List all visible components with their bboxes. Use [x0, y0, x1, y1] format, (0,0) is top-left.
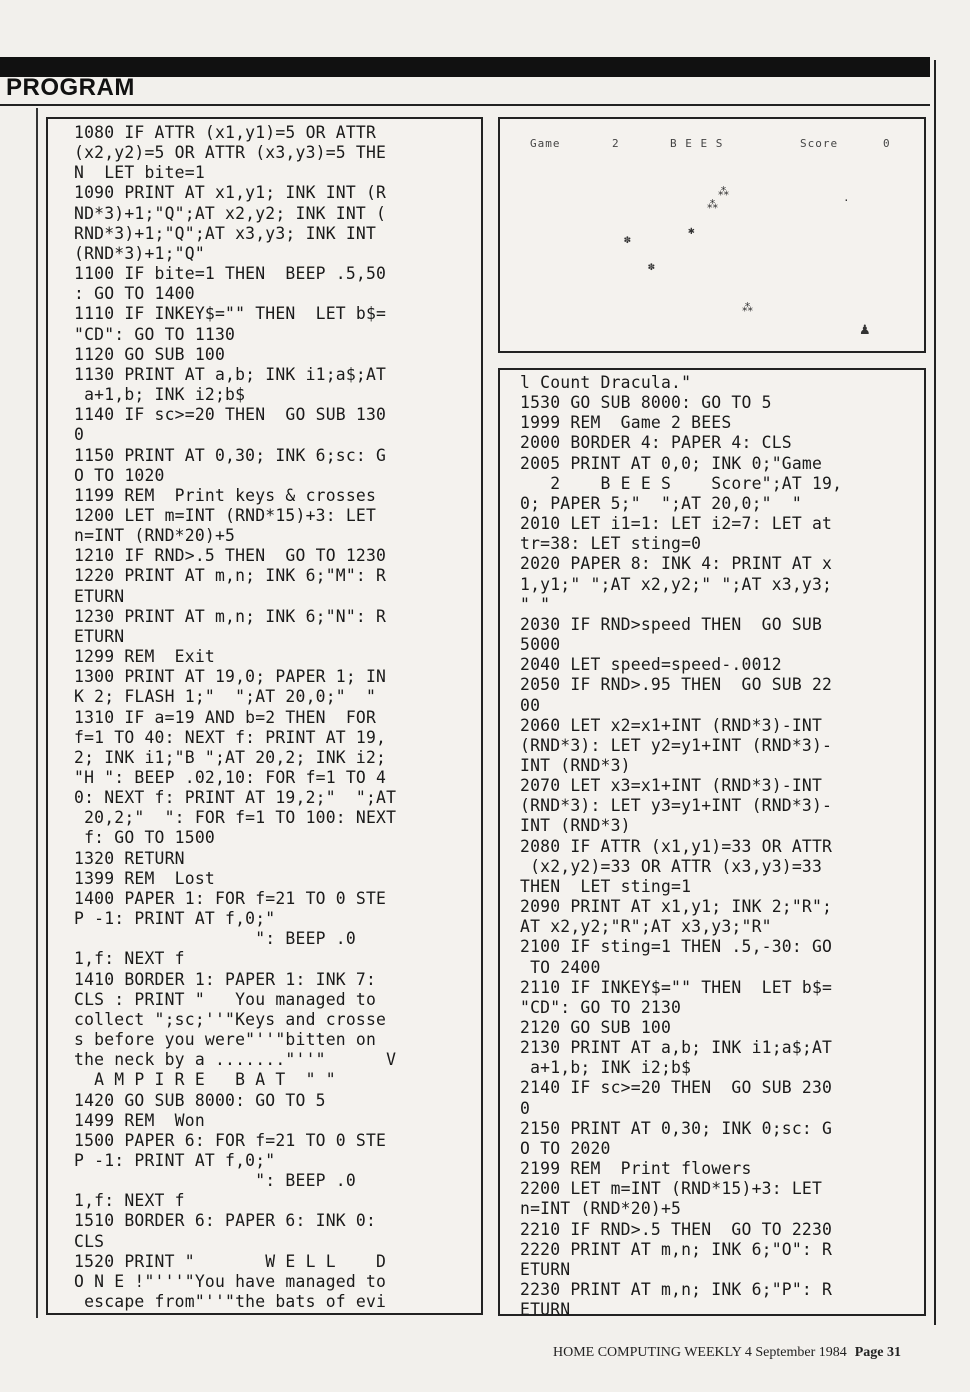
code-line: 1300 PRINT AT 19,0; PAPER 1; IN [74, 667, 387, 687]
code-line: THEN LET sting=1 [520, 876, 692, 896]
publication-line: HOME COMPUTING WEEKLY 4 September 1984 [553, 1345, 847, 1360]
code-line: (x2,y2)=5 OR ATTR (x3,y3)=5 THE [74, 143, 387, 163]
code-line: 2100 IF sting=1 THEN .5,-30: GO [520, 937, 833, 957]
code-line: 2210 IF RND>.5 THEN GO TO 2230 [520, 1219, 833, 1239]
code-line: ND*3)+1;"Q";AT x2,y2; INK INT ( [74, 203, 387, 223]
code-line: 1999 REM Game 2 BEES [520, 413, 732, 433]
code-line: 1100 IF bite=1 THEN BEEP .5,50 [74, 264, 387, 284]
game-screenshot [498, 117, 926, 353]
code-line: 2220 PRINT AT m,n; INK 6;"O": R [520, 1239, 833, 1259]
code-line: 2230 PRINT AT m,n; INK 6;"P": R [520, 1280, 833, 1300]
code-line: collect ";sc;''"Keys and crosse [74, 1009, 387, 1029]
code-line: 1,y1;" ";AT x2,y2;" ";AT x3,y3; [520, 574, 833, 594]
code-line: 1,f: NEXT f [74, 1191, 185, 1211]
listing-right-code [520, 373, 842, 1320]
code-line: 2080 IF ATTR (x1,y1)=33 OR ATTR [520, 836, 833, 856]
code-line: ": BEEP .0 [74, 1171, 356, 1191]
code-line: 20,2;" ": FOR f=1 TO 100: NEXT [74, 808, 397, 828]
flower-sprite-icon: ✽ [648, 260, 655, 273]
code-line: 1140 IF sc>=20 THEN GO SUB 130 [74, 405, 387, 425]
code-line: 2005 PRINT AT 0,0; INK 0;"Game [520, 453, 823, 473]
code-line: 1400 PAPER 1: FOR f=21 TO 0 STE [74, 888, 387, 908]
code-line: (RND*3): LET y2=y1+INT (RND*3)- [520, 735, 833, 755]
code-line: 1080 IF ATTR (x1,y1)=5 OR ATTR [74, 123, 377, 142]
code-line: RND*3)+1;"Q";AT x3,y3; INK INT [74, 223, 377, 243]
code-line: 1320 RETURN [74, 848, 185, 868]
code-line: tr=38: LET sting=0 [520, 534, 702, 554]
code-line: 1499 REM Won [74, 1110, 205, 1130]
code-line: 2060 LET x2=x1+INT (RND*3)-INT [520, 715, 823, 735]
code-line: 0; PAPER 5;" ";AT 20,0;" " [520, 493, 802, 513]
code-line: CLS [74, 1231, 105, 1251]
code-line: 2040 LET speed=speed-.0012 [520, 655, 782, 675]
code-line: N LET bite=1 [74, 163, 205, 183]
code-line: a+1,b; INK i2;b$ [74, 385, 246, 405]
code-line: the neck by a ......."''" V [74, 1050, 397, 1070]
code-line: 2150 PRINT AT 0,30; INK 0;sc: G [520, 1118, 833, 1138]
code-line: f: GO TO 1500 [74, 828, 215, 848]
code-line: P -1: PRINT AT f,0;" [74, 909, 276, 929]
code-line: ETURN [520, 1300, 571, 1320]
code-line: 1090 PRINT AT x1,y1; INK INT (R [74, 183, 387, 203]
code-line: 1530 GO SUB 8000: GO TO 5 [520, 393, 772, 413]
page-footer [553, 1345, 901, 1361]
code-line: " " [520, 594, 551, 614]
code-line: 0: NEXT f: PRINT AT 19,2;" ";AT [74, 788, 397, 808]
code-line: 2010 LET i1=1: LET i2=7: LET at [520, 514, 833, 534]
code-line: "CD": GO TO 1130 [74, 324, 236, 344]
code-line: 0 [520, 1098, 531, 1118]
listing-left-box [46, 117, 483, 1315]
bee-sprite-icon: ⁂ [742, 301, 753, 314]
game-number: 2 [612, 137, 620, 150]
code-line: 1399 REM Lost [74, 868, 215, 888]
code-line: 1510 BORDER 6: PAPER 6: INK 0: [74, 1211, 377, 1231]
code-line: 1410 BORDER 1: PAPER 1: INK 7: [74, 969, 377, 989]
player-sprite-icon: ♟ [860, 319, 870, 338]
code-line: 2030 IF RND>speed THEN GO SUB [520, 614, 823, 634]
code-line: 1199 REM Print keys & crosses [74, 485, 377, 505]
code-line: 0 [74, 425, 85, 445]
code-line: 2199 REM Print flowers [520, 1159, 752, 1179]
code-line: 1110 IF INKEY$="" THEN LET b$= [74, 304, 387, 324]
code-line: 1150 PRINT AT 0,30; INK 6;sc: G [74, 445, 387, 465]
listing-left-code [74, 123, 396, 1312]
code-line: 2140 IF sc>=20 THEN GO SUB 230 [520, 1078, 833, 1098]
code-line: s before you were"''"bitten on [74, 1030, 377, 1050]
code-line: AT x2,y2;"R";AT x3,y3;"R" [520, 917, 772, 937]
code-line: A M P I R E B A T " " [74, 1070, 336, 1090]
game-title: B E E S [670, 137, 724, 150]
flower-sprite-icon: ✽ [624, 233, 631, 246]
code-line: 1220 PRINT AT m,n; INK 6;"M": R [74, 566, 387, 586]
code-line: 1299 REM Exit [74, 647, 215, 667]
listing-right-box [498, 368, 926, 1320]
code-line: 2200 LET m=INT (RND*15)+3: LET [520, 1179, 823, 1199]
code-line: O TO 1020 [74, 465, 165, 485]
code-line: 2130 PRINT AT a,b; INK i1;a$;AT [520, 1038, 833, 1058]
score-label: Score [800, 137, 839, 150]
section-title: PROGRAM [6, 74, 135, 101]
bee-sprite-icon: ⁂ [718, 185, 729, 198]
code-line: 2070 LET x3=x1+INT (RND*3)-INT [520, 776, 823, 796]
code-line: 2000 BORDER 4: PAPER 4: CLS [520, 433, 792, 453]
code-line: n=INT (RND*20)+5 [74, 526, 236, 546]
code-line: 1230 PRINT AT m,n; INK 6;"N": R [74, 606, 387, 626]
code-line: 1120 GO SUB 100 [74, 344, 226, 364]
code-line: ETURN [520, 1259, 571, 1279]
code-line: 2090 PRINT AT x1,y1; INK 2;"R"; [520, 897, 833, 917]
code-line: l Count Dracula." [520, 373, 692, 392]
left-border-line [36, 108, 38, 1318]
code-line: O TO 2020 [520, 1138, 611, 1158]
code-line: (x2,y2)=33 OR ATTR (x3,y3)=33 [520, 856, 823, 876]
code-line: 2 B E E S Score";AT 19, [520, 473, 843, 493]
dot-sprite-icon: · [843, 194, 850, 207]
right-border-line [934, 60, 936, 1325]
code-line: a+1,b; INK i2;b$ [520, 1058, 692, 1078]
code-line: (RND*3): LET y3=y1+INT (RND*3)- [520, 796, 833, 816]
code-line: 5000 [520, 635, 561, 655]
code-line: 1130 PRINT AT a,b; INK i1;a$;AT [74, 364, 387, 384]
code-line: 1520 PRINT " W E L L D [74, 1251, 387, 1271]
code-line: 1500 PAPER 6: FOR f=21 TO 0 STE [74, 1130, 387, 1150]
code-line: ETURN [74, 586, 125, 606]
bee-sprite-icon: ✱ [688, 224, 695, 237]
code-line: TO 2400 [520, 957, 601, 977]
header-bar [0, 57, 930, 77]
code-line: escape from"''"the bats of evi [74, 1292, 387, 1312]
code-line: n=INT (RND*20)+5 [520, 1199, 682, 1219]
code-line: 2110 IF INKEY$="" THEN LET b$= [520, 977, 833, 997]
code-line: ": BEEP .0 [74, 929, 356, 949]
code-line: 2020 PAPER 8: INK 4: PRINT AT x [520, 554, 833, 574]
code-line: : GO TO 1400 [74, 284, 195, 304]
code-line: 1210 IF RND>.5 THEN GO TO 1230 [74, 546, 387, 566]
code-line: 2050 IF RND>.95 THEN GO SUB 22 [520, 675, 833, 695]
page-number: Page 31 [854, 1345, 901, 1360]
code-line: 1310 IF a=19 AND b=2 THEN FOR [74, 707, 377, 727]
game-label: Game [530, 137, 561, 150]
code-line: 1420 GO SUB 8000: GO TO 5 [74, 1090, 326, 1110]
bee-sprite-icon: ⁂ [707, 198, 718, 211]
code-line: O N E !"'''"You have managed to [74, 1271, 387, 1291]
code-line: 2; INK i1;"B ";AT 20,2; INK i2; [74, 747, 387, 767]
code-line: "CD": GO TO 2130 [520, 997, 682, 1017]
code-line: INT (RND*3) [520, 816, 631, 836]
code-line: (RND*3)+1;"Q" [74, 243, 205, 263]
code-line: 1200 LET m=INT (RND*15)+3: LET [74, 505, 377, 525]
code-line: INT (RND*3) [520, 755, 631, 775]
code-line: 2120 GO SUB 100 [520, 1018, 672, 1037]
code-line: 1,f: NEXT f [74, 949, 185, 969]
header-rule [0, 104, 930, 106]
code-line: "H ": BEEP .02,10: FOR f=1 TO 4 [74, 768, 387, 787]
code-line: K 2; FLASH 1;" ";AT 20,0;" " [74, 687, 377, 707]
code-line: f=1 TO 40: NEXT f: PRINT AT 19, [74, 727, 387, 747]
code-line: 00 [520, 695, 541, 715]
score-value: 0 [883, 137, 891, 150]
code-line: CLS : PRINT " You managed to [74, 989, 377, 1009]
code-line: ETURN [74, 626, 125, 646]
code-line: P -1: PRINT AT f,0;" [74, 1150, 276, 1170]
